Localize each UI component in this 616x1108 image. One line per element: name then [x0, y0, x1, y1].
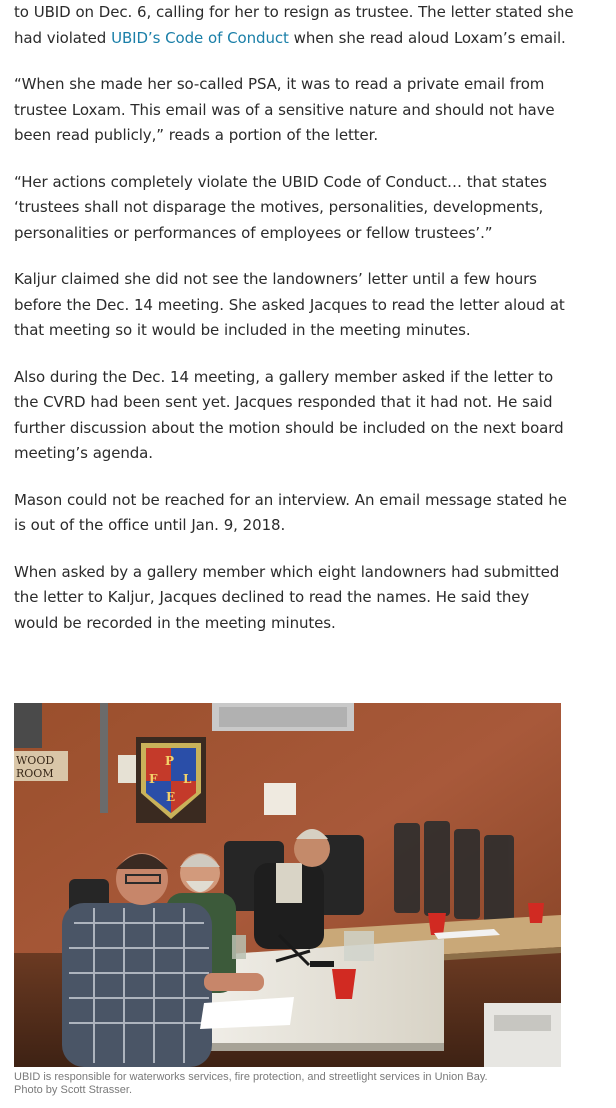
- meeting-photo: [14, 703, 561, 1067]
- paragraph-1-text-pre: to UBID on Dec. 6, calling for her to resign as trustee. The letter stated she had violated: [14, 3, 574, 47]
- paragraph-1: [14, 0, 574, 51]
- svg-text:ROOM: ROOM: [16, 767, 54, 780]
- paragraph-1-text-post: when she read aloud Loxam’s email.: [288, 28, 566, 47]
- svg-text:E: E: [166, 790, 176, 804]
- article-body: [14, 0, 574, 657]
- caption-line-1: UBID is responsible for waterworks services, fire protection, and streetlight services in Union Bay.: [14, 1071, 488, 1083]
- svg-text:L: L: [183, 772, 192, 786]
- photo-caption: [14, 1071, 561, 1097]
- paragraph-7: When asked by a gallery member which eight landowners had submitted the letter to Kaljur, Jacques declined to read the names. He said they would be recorded in the meeting minutes.: [14, 562, 560, 632]
- fraternal-crest: [136, 737, 206, 823]
- wood-room-sign: [14, 751, 68, 781]
- svg-text:F: F: [149, 772, 158, 786]
- svg-text:WOOD: WOOD: [16, 754, 55, 767]
- article-figure: [14, 703, 561, 1097]
- svg-text:P: P: [165, 754, 175, 768]
- paragraph-5: Also during the Dec. 14 meeting, a gallery member asked if the letter to the CVRD had been sent yet. Jacques responded that it had not. He said further discussion about the motion should be included on the next board meeting’s agenda.: [14, 367, 564, 462]
- paragraph-3: “Her actions completely violate the UBID Code of Conduct… that states ‘trustees shall not disparage the motives, personalities, developments, personalities or performances of employees or fellow trustees’.”: [14, 172, 547, 242]
- photo-credit: Photo by Scott Strasser.: [14, 1084, 133, 1096]
- paragraph-2: “When she made her so-called PSA, it was to read a private email from trustee Loxam. This email was of a sensitive nature and should not have been read publicly,” reads a portion of the letter.: [14, 75, 555, 144]
- paragraph-6: Mason could not be reached for an interview. An email message stated he is out of the office until Jan. 9, 2018.: [14, 490, 567, 534]
- paragraph-4: Kaljur claimed she did not see the landowners’ letter until a few hours before the Dec. 14 meeting. She asked Jacques to read the letter aloud at that meeting so it would be included in the meeting minutes.: [14, 270, 565, 339]
- code-of-conduct-link[interactable]: UBID’s Code of Conduct: [111, 28, 289, 47]
